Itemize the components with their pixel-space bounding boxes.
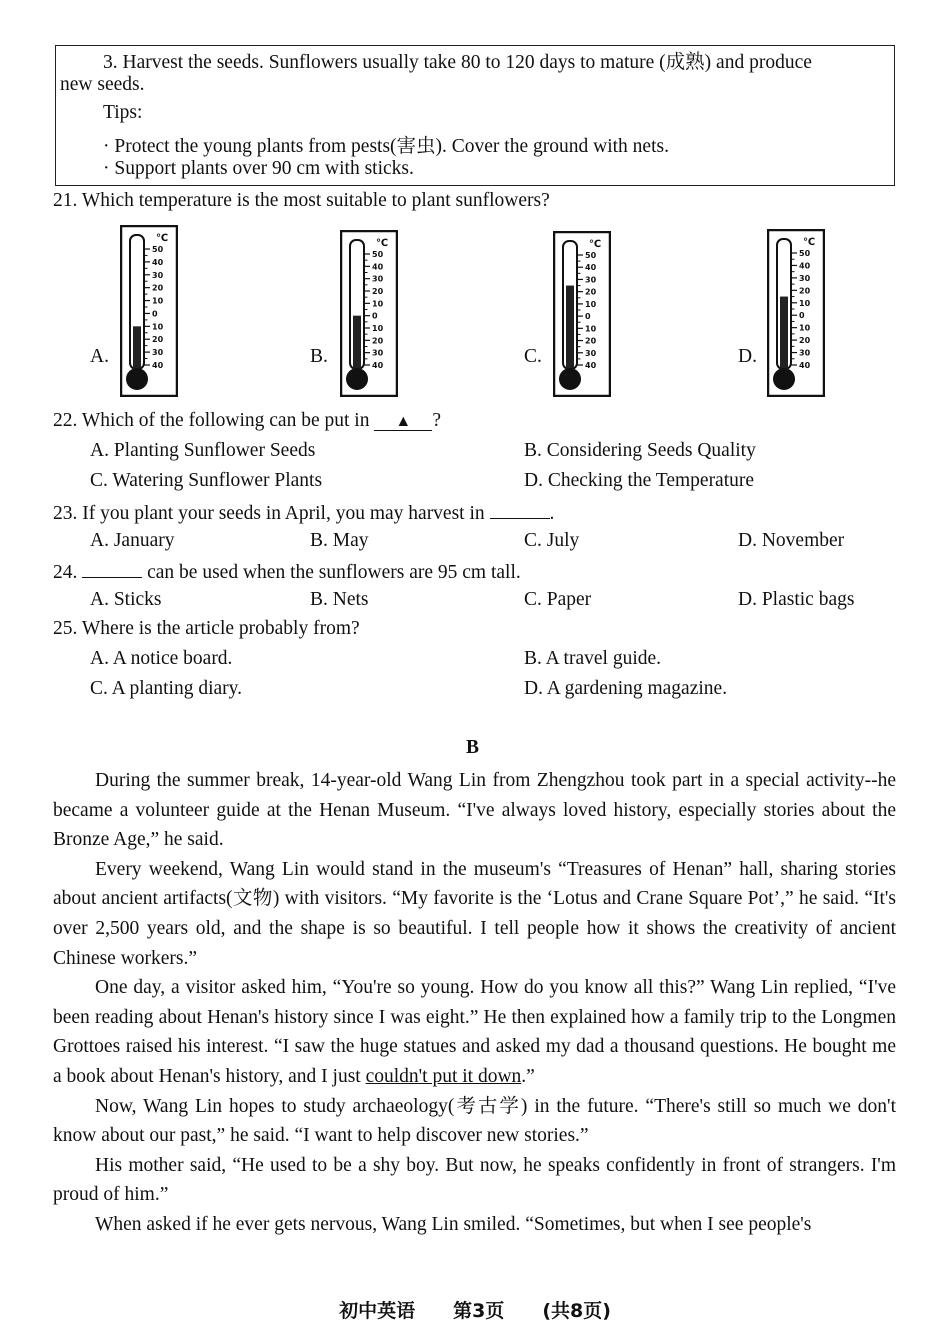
- thermometer-a: [120, 225, 178, 397]
- celsius-unit: ℃: [803, 237, 816, 248]
- question-21: 21. Which temperature is the most suitable to plant sunflowers?: [53, 190, 550, 211]
- section-heading: B: [466, 737, 480, 758]
- passage-b: [53, 766, 896, 1240]
- q23-option-d: D. November: [738, 530, 845, 551]
- tick-label: 20: [152, 335, 164, 345]
- thermometer-bulb: [346, 368, 368, 390]
- tick-label: 40: [585, 361, 597, 370]
- tick-label: 30: [799, 348, 811, 358]
- answer-blank: [374, 410, 432, 431]
- step-3-continuation: new seeds.: [60, 74, 145, 95]
- q24-option-d: D. Plastic bags: [738, 589, 855, 610]
- tick-label: 50: [799, 249, 811, 258]
- q24-option-b: B. Nets: [310, 589, 369, 610]
- page-footer: 初中英语 第3页 (共8页): [339, 1300, 611, 1322]
- q22-option-c: C. Watering Sunflower Plants: [90, 470, 323, 491]
- tick-label: 30: [152, 270, 164, 280]
- paragraph-6: When asked if he ever gets nervous, Wang Lin smiled. “Sometimes, but when I see people's: [95, 1213, 812, 1235]
- thermometer-d: [767, 229, 825, 397]
- question-22: [53, 410, 441, 432]
- thermometer-bulb: [126, 368, 148, 390]
- tip-item-2: · Support plants over 90 cm with sticks.: [103, 158, 414, 179]
- mercury-column: [133, 326, 141, 375]
- paragraph-5: His mother said, “He used to be a shy boy. But now, he speaks confidently in front of strangers. I'm proud of him.”: [53, 1154, 896, 1206]
- mercury-column: [353, 316, 361, 375]
- tick-label: 50: [372, 250, 384, 259]
- paragraph-3: [53, 973, 896, 1091]
- tick-label: 10: [799, 298, 811, 308]
- tick-label: 0: [152, 309, 158, 319]
- tick-label: 30: [152, 348, 164, 358]
- q25-option-c: C. A planting diary.: [90, 678, 243, 699]
- tick-label: 20: [799, 286, 811, 296]
- tick-label: 30: [585, 348, 597, 358]
- tick-label: 20: [585, 336, 597, 346]
- tick-label: 40: [585, 263, 597, 273]
- tip-item-1: · Protect the young plants from pests(害虫). Cover the ground with nets.: [103, 136, 669, 157]
- tick-label: 40: [799, 361, 811, 370]
- q21-option-b-label: B.: [310, 346, 328, 367]
- tick-label: 10: [152, 322, 164, 332]
- mercury-column: [566, 286, 574, 375]
- underlined-phrase: couldn't put it down: [365, 1065, 522, 1087]
- tick-label: 10: [799, 323, 811, 333]
- tick-label: 20: [372, 287, 384, 296]
- question-23: [53, 500, 554, 525]
- tick-label: 10: [372, 299, 384, 309]
- tick-label: 30: [585, 275, 597, 285]
- q22-option-b: B. Considering Seeds Quality: [524, 440, 756, 461]
- q25-option-a: A. A notice board.: [90, 648, 233, 669]
- question-25: 25. Where is the article probably from?: [53, 618, 360, 639]
- celsius-unit: ℃: [156, 233, 169, 244]
- question-24-text: can be used when the sunflowers are 95 cm tall.: [147, 562, 521, 583]
- q25-option-b: B. A travel guide.: [524, 648, 662, 669]
- q21-option-a-label: A.: [90, 346, 109, 367]
- q21-option-c-label: C.: [524, 346, 542, 367]
- tick-label: 30: [799, 273, 811, 283]
- tick-label: 0: [585, 312, 591, 322]
- answer-blank: [490, 500, 550, 519]
- thermometer-bulb: [559, 368, 581, 390]
- question-24-number: 24.: [53, 562, 78, 583]
- triangle-marker-icon: ▲: [395, 413, 412, 430]
- tick-label: 20: [372, 336, 384, 346]
- q23-option-b: B. May: [310, 530, 369, 551]
- thermometer-bulb: [773, 368, 795, 390]
- tick-label: 10: [372, 324, 384, 333]
- step-3-text: 3. Harvest the seeds. Sunflowers usually take 80 to 120 days to mature (成熟) and produce: [103, 52, 812, 73]
- paragraph-1: During the summer break, 14-year-old Wang Lin from Zhengzhou took part in a special activity--he became a volunteer guide at the Henan Museum. “I've always loved history, especially stories about the Bronze Age,” he said.: [53, 770, 896, 851]
- q21-option-d-label: D.: [738, 346, 757, 367]
- tick-label: 40: [372, 262, 384, 272]
- tick-label: 20: [799, 336, 811, 346]
- tick-label: 10: [585, 299, 597, 309]
- tick-label: 0: [799, 311, 805, 321]
- tick-label: 10: [152, 296, 164, 306]
- q23-option-c: C. July: [524, 530, 580, 551]
- question-22-text: 22. Which of the following can be put in: [53, 410, 370, 431]
- question-24: [53, 559, 521, 584]
- q22-option-a: A. Planting Sunflower Seeds: [90, 440, 316, 461]
- q25-option-d: D. A gardening magazine.: [524, 678, 728, 699]
- thermometer-b: [340, 230, 398, 397]
- tick-label: 40: [799, 261, 811, 271]
- question-23-end: .: [549, 503, 555, 524]
- tick-label: 40: [152, 257, 164, 267]
- tick-label: 20: [585, 287, 597, 297]
- answer-blank: [82, 559, 142, 578]
- q24-option-c: C. Paper: [524, 589, 592, 610]
- celsius-unit: ℃: [589, 239, 602, 250]
- paragraph-3-end: .”: [521, 1065, 535, 1087]
- mercury-column: [780, 297, 788, 375]
- celsius-unit: ℃: [376, 238, 389, 249]
- tick-label: 30: [372, 348, 384, 358]
- tick-label: 20: [152, 283, 164, 293]
- tick-label: 0: [372, 311, 378, 321]
- paragraph-3-text: One day, a visitor asked him, “You're so young. How do you know all this?” Wang Lin replied, “I've been reading about Henan's history since I was eight.” He then explained how a family trip to the Longmen Grottoes raised his interest. “I saw the huge statues and asked my dad a thousand questions. He bought me a book about Henan's history, and I just: [53, 977, 896, 1087]
- question-23-text: 23. If you plant your seeds in April, you may harvest in: [53, 503, 485, 524]
- paragraph-4: Now, Wang Lin hopes to study archaeology(考古学) in the future. “There's still so much we don't know about our past,” he said. “I want to help discover new stories.”: [53, 1095, 896, 1147]
- tick-label: 10: [585, 324, 597, 334]
- tips-label: Tips:: [103, 102, 143, 123]
- q22-option-d: D. Checking the Temperature: [524, 470, 755, 491]
- paragraph-2: Every weekend, Wang Lin would stand in the museum's “Treasures of Henan” hall, sharing stories about ancient artifacts(文物) with visitors. “My favorite is the ‘Lotus and Crane Square Pot’,” he said. “It's over 2,500 years old, and the shape is so beautiful. I tell people how it shows the creativity of ancient Chinese workers.”: [53, 858, 896, 969]
- question-22-end: ?: [432, 410, 441, 431]
- tick-label: 50: [585, 251, 597, 260]
- tick-label: 50: [152, 245, 164, 254]
- tick-label: 40: [372, 361, 384, 370]
- thermometer-c: [553, 231, 611, 397]
- tick-label: 30: [372, 274, 384, 284]
- tick-label: 40: [152, 361, 164, 370]
- q23-option-a: A. January: [90, 530, 175, 551]
- q24-option-a: A. Sticks: [90, 589, 162, 610]
